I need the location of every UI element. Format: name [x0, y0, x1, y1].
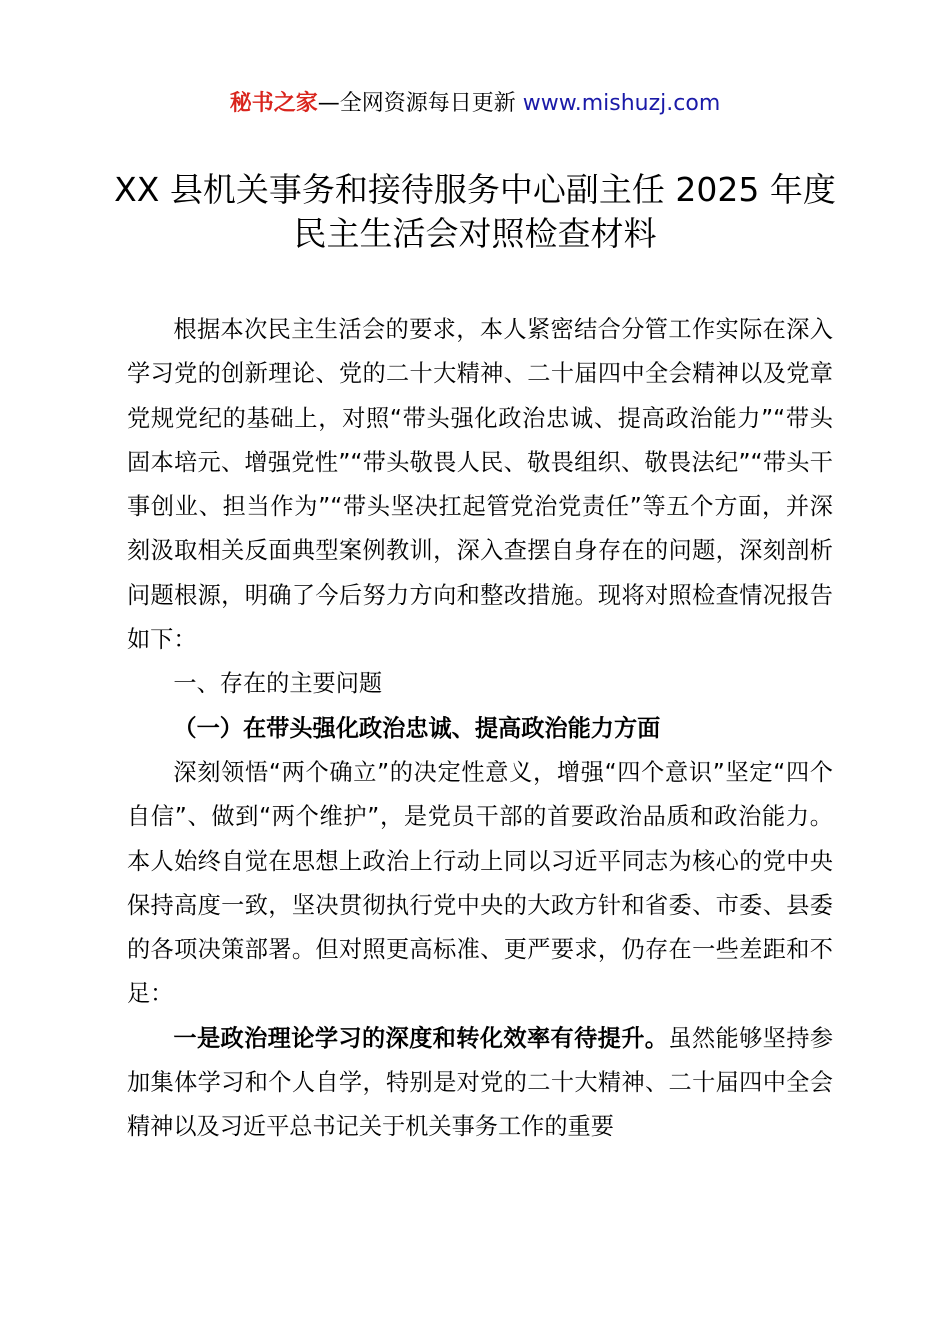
section-heading: 一、存在的主要问题 — [173, 670, 383, 698]
point-text: 虽然能够坚持参加集体学习和个人自学，特别是对党的二十大精神、二十届四中全会精神以及习近平总书记关于机关事务工作的重要 — [127, 1024, 834, 1141]
document-title: XX 县机关事务和接待服务中心副主任 2025 年度民主生活会对照检查材料 — [114, 170, 836, 253]
header-slogan: —全网资源每日更新 — [317, 91, 523, 116]
subsection-heading: （一）在带头强化政治忠诚、提高政治能力方面 — [173, 714, 661, 742]
body-paragraph: 深刻领悟“两个确立”的决定性意义，增强“四个意识”坚定“四个自信”、做到“两个维护”，是党员干部的首要政治品质和政治能力。本人始终自觉在思想上政治上行动上同以习近平同志为核心的党中央保持高度一致，坚决贯彻执行党中央的大政方针和省委、市委、县委的各项决策部署。但对照更高标准、更严要求，仍存在一些差距和不足： — [127, 758, 833, 1008]
document-body — [127, 308, 833, 1150]
brand-name: 秘书之家 — [229, 91, 318, 116]
point-paragraph — [127, 1017, 833, 1150]
site-url-link[interactable]: www.mishuzj.com — [522, 91, 721, 116]
point-heading: 一是政治理论学习的深度和转化效率有待提升。 — [173, 1024, 669, 1052]
site-header — [0, 88, 950, 120]
intro-paragraph: 根据本次民主生活会的要求，本人紧密结合分管工作实际在深入学习党的创新理论、党的二十大精神、二十届四中全会精神以及党章党规党纪的基础上，对照“带头强化政治忠诚、提高政治能力”“带头固本培元、增强党性”“带头敬畏人民、敬畏组织、敬畏法纪”“带头干事创业、担当作为”“带头坚决扛起管党治党责任”等五个方面，并深刻汲取相关反面典型案例教训，深入查摆自身存在的问题，深刻剖析问题根源，明确了今后努力方向和整改措施。现将对照检查情况报告如下： — [127, 316, 833, 654]
